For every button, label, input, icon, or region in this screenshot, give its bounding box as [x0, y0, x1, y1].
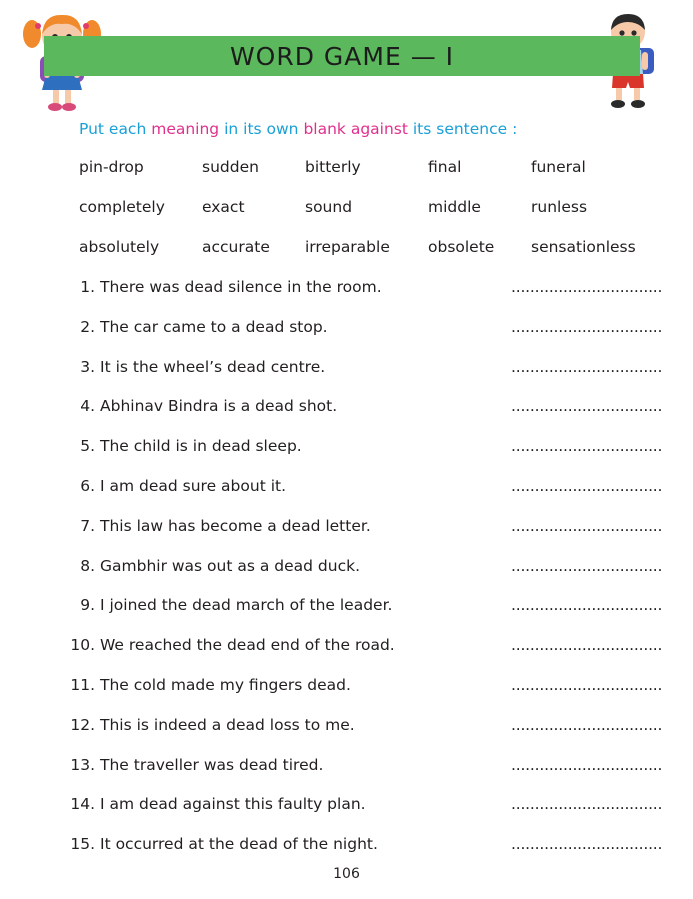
word-bank-row — [79, 158, 659, 198]
sentence-row — [0, 477, 693, 517]
sentence-number: 13. — [70, 755, 95, 774]
answer-blank[interactable]: ................................ — [511, 675, 663, 694]
sentence-text: Gambhir was out as a dead duck. — [100, 556, 361, 575]
word-option: final — [428, 158, 462, 176]
word-option: pin-drop — [79, 158, 144, 176]
word-option: runless — [531, 198, 588, 216]
sentence-row — [0, 756, 693, 796]
sentence-text: There was dead silence in the room. — [100, 278, 382, 296]
sentence-text: Abhinav Bindra is a dead shot. — [100, 397, 338, 416]
word-option: sensationless — [531, 238, 636, 256]
word-option: sudden — [202, 158, 259, 176]
sentence-row — [0, 636, 693, 676]
answer-blank[interactable]: ................................ — [511, 715, 663, 734]
sentence-text: The car came to a dead stop. — [100, 317, 328, 336]
sentence-number: 5. — [80, 437, 95, 456]
answer-blank[interactable]: ................................ — [511, 476, 663, 495]
sentence-number: 9. — [80, 596, 95, 615]
word-option: obsolete — [428, 238, 495, 256]
word-option: bitterly — [305, 158, 361, 176]
sentence-number: 7. — [80, 516, 95, 535]
answer-blank[interactable]: ................................ — [511, 357, 663, 376]
sentence-text: I am dead against this faulty plan. — [100, 795, 366, 814]
word-option: irreparable — [305, 238, 390, 256]
sentence-number: 1. — [80, 278, 95, 296]
sentence-text: We reached the dead end of the road. — [100, 636, 395, 655]
word-bank-row — [79, 238, 659, 278]
word-bank — [79, 158, 659, 278]
sentence-row — [0, 557, 693, 597]
title-banner — [44, 36, 640, 76]
sentence-number: 14. — [70, 795, 95, 814]
sentence-row — [0, 716, 693, 756]
sentence-list — [0, 278, 693, 875]
sentence-number: 4. — [80, 397, 95, 416]
word-option: completely — [79, 198, 165, 216]
sentence-number: 2. — [80, 317, 95, 336]
sentence-row — [0, 437, 693, 477]
instruction-part: against — [345, 120, 408, 138]
page-title: WORD GAME — I — [229, 41, 455, 71]
answer-blank[interactable]: ................................ — [511, 556, 663, 575]
word-option: funeral — [531, 158, 586, 176]
instruction-text — [79, 120, 517, 138]
word-option: exact — [202, 198, 245, 216]
answer-blank[interactable]: ................................ — [511, 516, 663, 535]
word-bank-row — [79, 198, 659, 238]
sentence-number: 11. — [70, 675, 95, 694]
sentence-number: 6. — [80, 476, 95, 495]
sentence-text: It occurred at the dead of the night. — [100, 835, 378, 854]
answer-blank[interactable]: ................................ — [511, 317, 663, 336]
instruction-part: meaning — [151, 120, 220, 138]
sentence-row — [0, 596, 693, 636]
sentence-number: 8. — [80, 556, 95, 575]
word-option: absolutely — [79, 238, 160, 256]
instruction-part: blank — [303, 120, 346, 138]
sentence-text: I am dead sure about it. — [100, 476, 287, 495]
answer-blank[interactable]: ................................ — [511, 636, 663, 655]
answer-blank[interactable]: ................................ — [511, 795, 663, 814]
instruction-part: in its own — [219, 120, 304, 138]
sentence-row — [0, 318, 693, 358]
sentence-text: This is indeed a dead loss to me. — [100, 715, 355, 734]
sentence-row — [0, 676, 693, 716]
answer-blank[interactable]: ................................ — [511, 596, 663, 615]
sentence-text: The cold made my fingers dead. — [100, 675, 351, 694]
sentence-number: 15. — [70, 835, 95, 854]
answer-blank[interactable]: ................................ — [511, 278, 663, 296]
sentence-text: The traveller was dead tired. — [100, 755, 324, 774]
instruction-part: its sentence : — [407, 120, 518, 138]
answer-blank[interactable]: ................................ — [511, 835, 663, 854]
word-option: sound — [305, 198, 353, 216]
sentence-text: This law has become a dead letter. — [100, 516, 371, 535]
sentence-number: 3. — [80, 357, 95, 376]
sentence-row — [0, 517, 693, 557]
sentence-row — [0, 358, 693, 398]
instruction-part: Put each — [79, 120, 152, 138]
page-number: 106 — [333, 866, 360, 882]
sentence-row — [0, 397, 693, 437]
sentence-number: 12. — [70, 715, 95, 734]
sentence-text: It is the wheel’s dead centre. — [100, 357, 326, 376]
answer-blank[interactable]: ................................ — [511, 437, 663, 456]
sentence-number: 10. — [70, 636, 95, 655]
word-option: middle — [428, 198, 481, 216]
sentence-row — [0, 278, 693, 318]
sentence-row — [0, 795, 693, 835]
answer-blank[interactable]: ................................ — [511, 397, 663, 416]
answer-blank[interactable]: ................................ — [511, 755, 663, 774]
word-option: accurate — [202, 238, 270, 256]
sentence-text: The child is in dead sleep. — [100, 437, 302, 456]
sentence-text: I joined the dead march of the leader. — [100, 596, 393, 615]
